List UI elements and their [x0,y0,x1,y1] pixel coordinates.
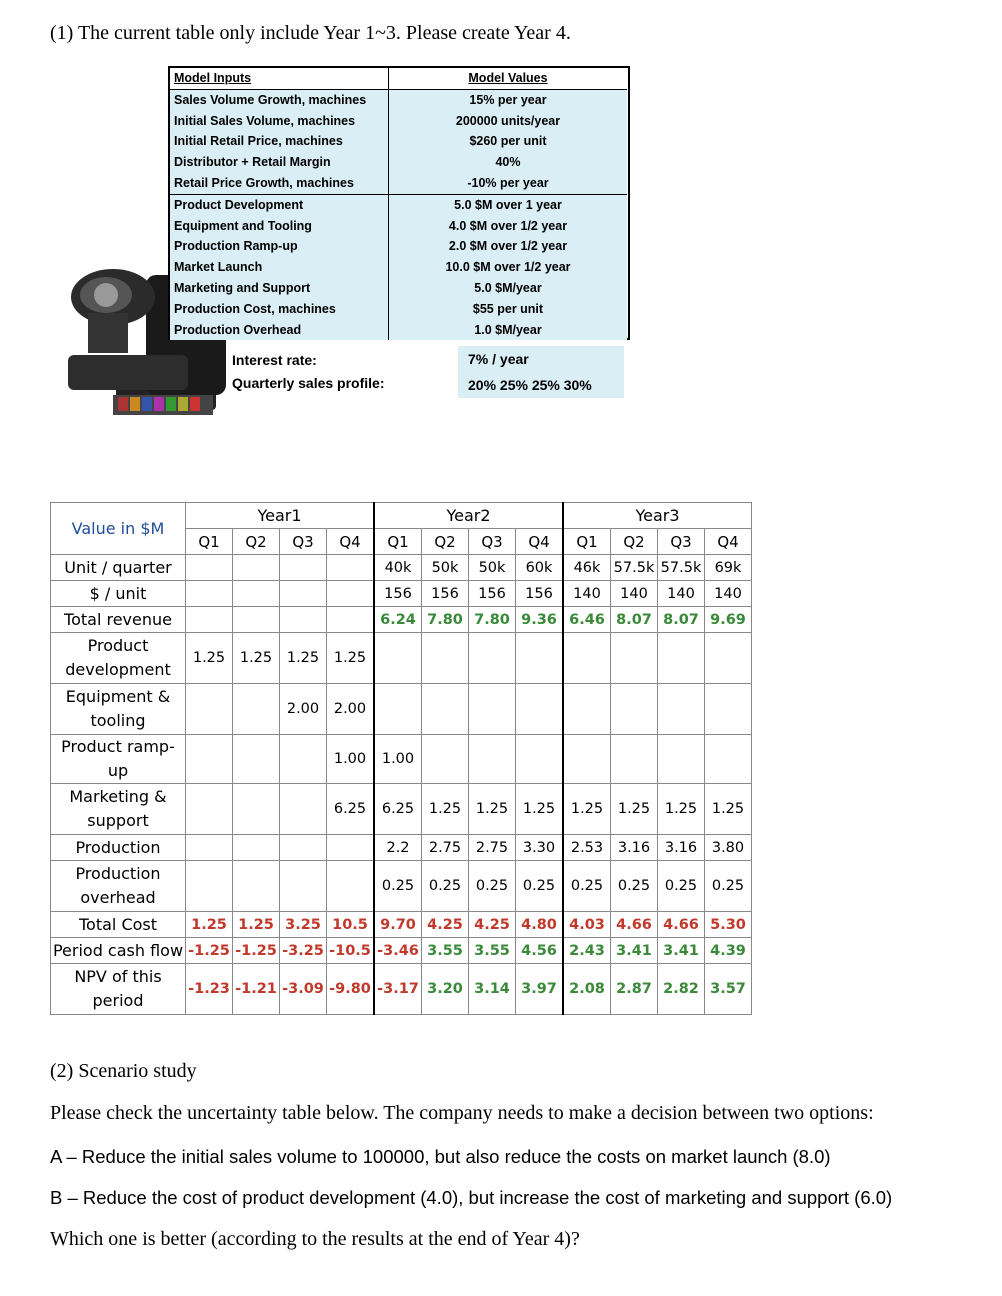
quarterly-profile-value: 20% 25% 25% 30% [458,372,624,398]
table-cell: 140 [563,581,611,607]
table-cell [280,835,327,861]
table-cell [280,581,327,607]
table-cell [280,735,327,784]
input-value: $55 per unit [389,299,627,320]
table-cell: 5.30 [705,912,752,938]
table-cell: 4.66 [658,912,705,938]
table-cell: 3.55 [422,938,469,964]
table-cell: 6.46 [563,607,611,633]
table-cell: 3.57 [705,964,752,1015]
table-cell: 3.41 [611,938,658,964]
table-row [51,784,752,835]
table-cell: 0.25 [611,861,658,912]
table-cell [186,784,233,835]
table-row [51,581,752,607]
table-cell: 156 [469,581,516,607]
quarter-header: Q3 [280,529,327,555]
table-cell: 140 [611,581,658,607]
table-row [51,633,752,684]
quarter-header: Q2 [422,529,469,555]
table-cell: 1.25 [186,912,233,938]
table-cell [186,735,233,784]
input-label: Equipment and Tooling [170,216,388,237]
table-cell: 3.55 [469,938,516,964]
input-value: 200000 units/year [389,111,627,132]
row-label: Marketing & support [51,784,186,835]
table-cell [516,633,564,684]
table-cell: 8.07 [611,607,658,633]
quarter-header: Q4 [516,529,564,555]
table-cell: 8.07 [658,607,705,633]
table-cell: 2.75 [422,835,469,861]
input-value: 40% [389,152,627,173]
table-cell [327,581,375,607]
table-cell: -1.23 [186,964,233,1015]
row-label: $ / unit [51,581,186,607]
table-cell [327,555,375,581]
table-cell: 156 [516,581,564,607]
input-value: 4.0 $M over 1/2 year [389,216,627,237]
row-label: NPV of this period [51,964,186,1015]
table-cell: 1.00 [374,735,422,784]
table-cell [233,684,280,735]
table-cell: 140 [705,581,752,607]
table-cell: 6.24 [374,607,422,633]
table-cell [327,861,375,912]
table-cell: 156 [374,581,422,607]
table-cell: -3.09 [280,964,327,1015]
table-cell: 6.25 [327,784,375,835]
quarter-header: Q2 [611,529,658,555]
table-cell: 1.25 [233,912,280,938]
table-cell: 0.25 [374,861,422,912]
table-cell: 2.00 [327,684,375,735]
table-cell: 4.39 [705,938,752,964]
input-label: Production Overhead [170,320,388,341]
table-cell: 1.00 [327,735,375,784]
table-cell: 9.36 [516,607,564,633]
input-value: 10.0 $M over 1/2 year [389,257,627,278]
table-cell: 3.30 [516,835,564,861]
input-value: 2.0 $M over 1/2 year [389,236,627,257]
table-cell: 7.80 [422,607,469,633]
input-value: 1.0 $M/year [389,320,627,341]
year-header: Year1 [186,503,375,529]
table-row [51,555,752,581]
table-cell: 4.80 [516,912,564,938]
input-label: Initial Retail Price, machines [170,131,388,152]
table-cell: 0.25 [705,861,752,912]
input-label: Production Cost, machines [170,299,388,320]
quarter-header: Q1 [374,529,422,555]
table-cell: 140 [658,581,705,607]
table-cell [469,684,516,735]
table-cell: 1.25 [233,633,280,684]
table-cell [327,835,375,861]
table-cell: 0.25 [563,861,611,912]
table-cell [280,607,327,633]
table-cell [705,633,752,684]
table-cell: 4.25 [469,912,516,938]
table-cell [280,861,327,912]
table-cell [233,555,280,581]
inputs-header-left: Model Inputs [170,68,388,89]
table-cell: 10.5 [327,912,375,938]
table-cell: -3.46 [374,938,422,964]
table-cell: 1.25 [705,784,752,835]
table-cell [233,581,280,607]
table-row [51,735,752,784]
table-cell: 2.53 [563,835,611,861]
table-cell [422,633,469,684]
table-cell: -1.25 [233,938,280,964]
quarterly-profile-label: Quarterly sales profile: [232,375,385,391]
input-label: Distributor + Retail Margin [170,152,388,173]
table-cell: 1.25 [611,784,658,835]
table-cell [186,555,233,581]
quarter-header: Q3 [658,529,705,555]
table-cell [186,835,233,861]
table-cell [563,633,611,684]
table-cell: 40k [374,555,422,581]
table-cell [280,784,327,835]
quarter-header: Q4 [327,529,375,555]
table-cell: 2.08 [563,964,611,1015]
table-row [51,684,752,735]
table-cell [374,633,422,684]
table-cell: -3.17 [374,964,422,1015]
row-label: Total Cost [51,912,186,938]
row-label: Product development [51,633,186,684]
table-cell [374,684,422,735]
table-cell: 57.5k [658,555,705,581]
table-cell [186,684,233,735]
table-cell: -10.5 [327,938,375,964]
table-cell: 4.25 [422,912,469,938]
table-cell [705,684,752,735]
year-header: Year2 [374,503,563,529]
table-row [51,938,752,964]
table-cell [611,684,658,735]
table-cell [516,684,564,735]
row-label: Period cash flow [51,938,186,964]
table-cell [186,581,233,607]
table-cell: 3.14 [469,964,516,1015]
table-cell: 1.25 [422,784,469,835]
table-cell: 9.69 [705,607,752,633]
table-cell: 9.70 [374,912,422,938]
input-label: Initial Sales Volume, machines [170,111,388,132]
table-cell [233,835,280,861]
table-cell: 3.20 [422,964,469,1015]
table-cell [705,735,752,784]
table-row [51,912,752,938]
table-cell [611,735,658,784]
cashflow-table [50,502,752,1015]
question-1: (1) The current table only include Year 1~3. Please create Year 4. [50,22,571,44]
option-b: B – Reduce the cost of product development (4.0), but increase the cost of marketing and support (6.0) [50,1187,893,1208]
table-cell: 4.66 [611,912,658,938]
question-2-intro: Please check the uncertainty table below. The company needs to make a decision between two options: [50,1102,874,1124]
input-value: 5.0 $M over 1 year [389,194,627,216]
table-cell [233,607,280,633]
quarter-header: Q2 [233,529,280,555]
table-cell: 3.97 [516,964,564,1015]
row-label: Product ramp-up [51,735,186,784]
option-a: A – Reduce the initial sales volume to 100000, but also reduce the costs on market launch (8.0) [50,1146,831,1167]
table-cell: 69k [705,555,752,581]
table-cell: 2.2 [374,835,422,861]
input-label: Market Launch [170,257,388,278]
table-row [51,607,752,633]
table-cell [233,861,280,912]
table-cell [516,735,564,784]
table-cell: 6.25 [374,784,422,835]
interest-rate-value: 7% / year [458,346,624,372]
table-cell: 2.87 [611,964,658,1015]
table-cell: 1.25 [658,784,705,835]
table-cell: 57.5k [611,555,658,581]
table-cell: 2.00 [280,684,327,735]
table-cell: 7.80 [469,607,516,633]
input-value: $260 per unit [389,131,627,152]
model-inputs-table [168,66,630,340]
table-cell: -9.80 [327,964,375,1015]
table-cell: 60k [516,555,564,581]
table-cell: 4.56 [516,938,564,964]
table-cell: 1.25 [186,633,233,684]
table-cell: 2.82 [658,964,705,1015]
table-cell [233,735,280,784]
table-cell [658,735,705,784]
table-cell: 1.25 [280,633,327,684]
table-cell [422,735,469,784]
table-cell: 1.25 [327,633,375,684]
input-label: Retail Price Growth, machines [170,173,388,194]
table-cell [186,861,233,912]
quarter-header: Q1 [563,529,611,555]
table-cell: 3.16 [658,835,705,861]
year-header: Year3 [563,503,752,529]
table-cell [611,633,658,684]
row-label: Unit / quarter [51,555,186,581]
table-cell [563,735,611,784]
table-cell [422,684,469,735]
table-cell: 3.16 [611,835,658,861]
row-label: Production overhead [51,861,186,912]
input-label: Production Ramp-up [170,236,388,257]
table-cell: 3.25 [280,912,327,938]
input-label: Sales Volume Growth, machines [170,89,388,111]
table-cell: 50k [422,555,469,581]
table-cell: 2.75 [469,835,516,861]
table-cell [280,555,327,581]
table-cell: 1.25 [516,784,564,835]
table-cell: 0.25 [422,861,469,912]
quarter-header: Q1 [186,529,233,555]
input-value: -10% per year [389,173,627,194]
quarter-header: Q3 [469,529,516,555]
table-cell: -1.21 [233,964,280,1015]
input-label: Product Development [170,194,388,216]
table-cell: 1.25 [469,784,516,835]
table-cell: 3.41 [658,938,705,964]
row-label: Equipment & tooling [51,684,186,735]
input-value: 5.0 $M/year [389,278,627,299]
input-value: 15% per year [389,89,627,111]
table-corner: Value in $M [51,503,186,555]
input-label: Marketing and Support [170,278,388,299]
question-2-question: Which one is better (according to the results at the end of Year 4)? [50,1228,580,1250]
table-cell: 46k [563,555,611,581]
table-cell: 156 [422,581,469,607]
table-row [51,861,752,912]
quarter-header: Q4 [705,529,752,555]
table-cell: -3.25 [280,938,327,964]
table-cell: 0.25 [516,861,564,912]
row-label: Total revenue [51,607,186,633]
table-cell: 4.03 [563,912,611,938]
table-cell [563,684,611,735]
table-cell: -1.25 [186,938,233,964]
table-cell: 50k [469,555,516,581]
table-row [51,964,752,1015]
table-cell [658,684,705,735]
table-cell: 3.80 [705,835,752,861]
table-cell [327,607,375,633]
row-label: Production [51,835,186,861]
table-cell: 0.25 [469,861,516,912]
table-cell [469,735,516,784]
table-row [51,835,752,861]
rate-block [224,346,624,398]
table-cell [186,607,233,633]
inputs-header-right: Model Values [389,68,627,89]
interest-rate-label: Interest rate: [232,352,317,368]
table-cell [469,633,516,684]
table-cell: 2.43 [563,938,611,964]
table-cell [233,784,280,835]
table-cell [658,633,705,684]
table-cell: 0.25 [658,861,705,912]
table-cell: 1.25 [563,784,611,835]
question-2-title: (2) Scenario study [50,1060,197,1082]
